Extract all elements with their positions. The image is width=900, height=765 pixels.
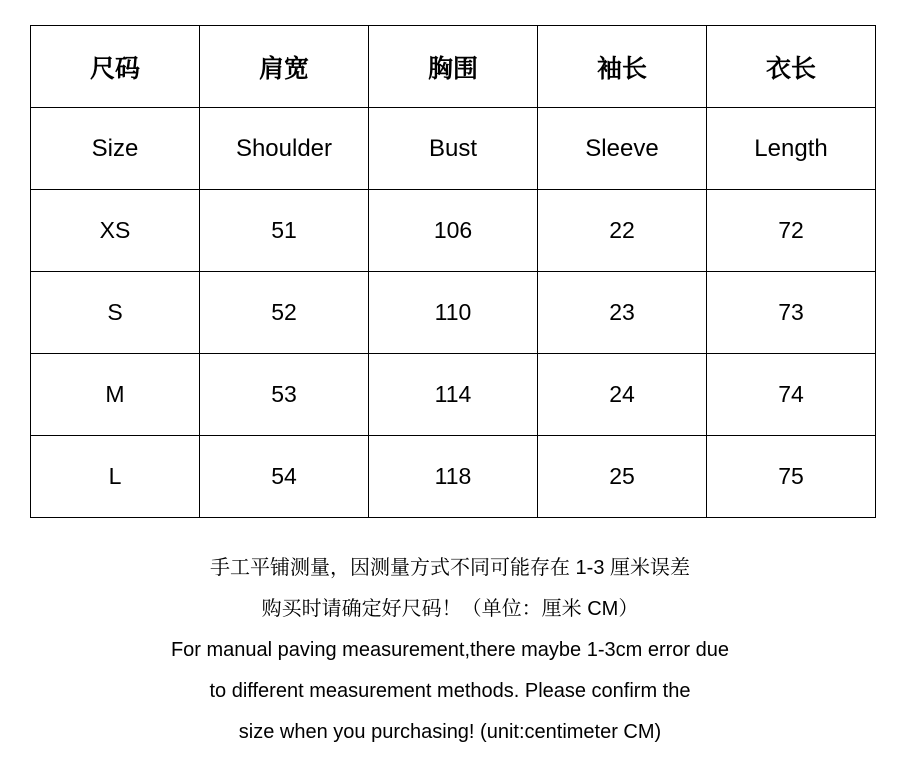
- header-cell-size-cn: 尺码: [31, 26, 200, 108]
- cell-bust-l: 118: [369, 436, 538, 518]
- header-cell-bust-cn: 胸围: [369, 26, 538, 108]
- table-header-row-chinese: [31, 26, 876, 108]
- cell-shoulder-m: 53: [200, 354, 369, 436]
- note-english-line-1: For manual paving measurement,there maybe 1-3cm error due: [170, 639, 730, 661]
- note-english-line-3: size when you purchasing! (unit:centimeter CM): [238, 721, 662, 743]
- table-header-row-english: [31, 108, 876, 190]
- cell-size-xs: XS: [31, 190, 200, 272]
- cell-size-s: S: [31, 272, 200, 354]
- note-chinese-line-1: 手工平铺测量，因测量方式不同可能存在 1-3 厘米误差: [209, 557, 691, 579]
- cell-size-m: M: [31, 354, 200, 436]
- cell-bust-s: 110: [369, 272, 538, 354]
- table-row: [31, 354, 876, 436]
- header-cell-shoulder-cn: 肩宽: [200, 26, 369, 108]
- table-row: [31, 436, 876, 518]
- note-chinese-line-2: 购买时请确定好尺码！（单位：厘米 CM）: [261, 598, 639, 620]
- cell-size-l: L: [31, 436, 200, 518]
- cell-length-s: 73: [707, 272, 876, 354]
- cell-sleeve-l: 25: [538, 436, 707, 518]
- header-cell-size-en: Size: [31, 108, 200, 190]
- note-english-line-2: to different measurement methods. Please confirm the: [209, 680, 691, 702]
- header-cell-length-en: Length: [707, 108, 876, 190]
- header-cell-shoulder-en: Shoulder: [200, 108, 369, 190]
- cell-shoulder-xs: 51: [200, 190, 369, 272]
- cell-bust-m: 114: [369, 354, 538, 436]
- cell-sleeve-xs: 22: [538, 190, 707, 272]
- measurement-notes: [0, 548, 900, 753]
- cell-length-l: 75: [707, 436, 876, 518]
- cell-bust-xs: 106: [369, 190, 538, 272]
- table-row: [31, 272, 876, 354]
- cell-sleeve-s: 23: [538, 272, 707, 354]
- header-cell-sleeve-en: Sleeve: [538, 108, 707, 190]
- size-chart-table: [30, 25, 876, 518]
- cell-sleeve-m: 24: [538, 354, 707, 436]
- header-cell-length-cn: 衣长: [707, 26, 876, 108]
- cell-shoulder-l: 54: [200, 436, 369, 518]
- table-row: [31, 190, 876, 272]
- cell-length-xs: 72: [707, 190, 876, 272]
- cell-shoulder-s: 52: [200, 272, 369, 354]
- cell-length-m: 74: [707, 354, 876, 436]
- header-cell-bust-en: Bust: [369, 108, 538, 190]
- header-cell-sleeve-cn: 袖长: [538, 26, 707, 108]
